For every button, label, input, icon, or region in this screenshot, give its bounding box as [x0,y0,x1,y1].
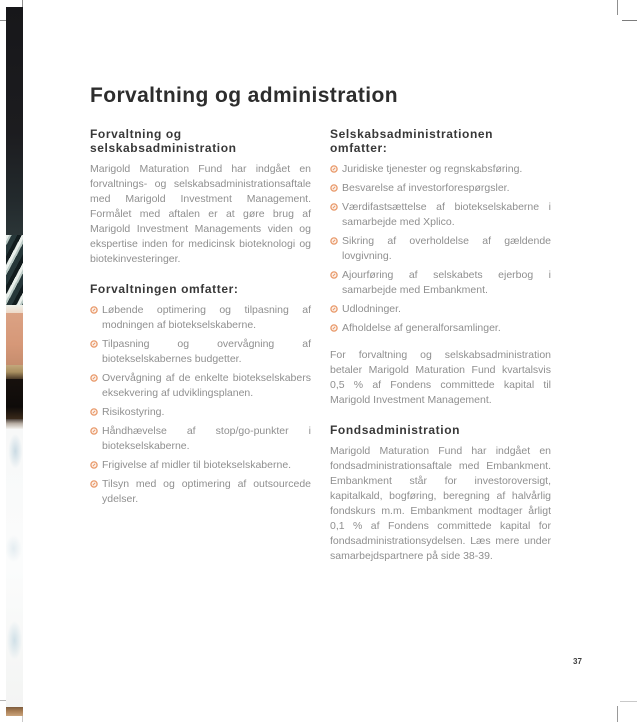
arrow-bullet-icon [330,184,338,192]
heading-fondsadministration: Fondsadministration [330,423,461,437]
heading-forvaltningen-omfatter: Forvaltningen omfatter: [90,282,239,296]
photo-band-skin [6,313,23,365]
list-item: Frigivelse af midler til biotekselskaberne. [90,458,311,473]
list-item: Overvågning af de enkelte biotekselskabers eksekvering af udviklingsplanen. [90,371,311,401]
bullet-list-forvaltningen [90,303,311,507]
list-item: Udlodninger. [330,302,551,317]
arrow-bullet-icon [90,427,98,435]
arrow-bullet-icon [90,340,98,348]
right-column [330,127,551,564]
photo-band-dark [6,7,23,235]
page-title: Forvaltning og administration [90,84,398,107]
list-item: Tilpasning og overvågning af biotekselskabernes budgetter. [90,337,311,367]
heading-selskabsadministrationen-omfatter: Selskabsadministrationen omfatter: [330,127,494,155]
crop-mark [617,0,618,15]
heading-forvaltning-og-selskabsadministration: Forvaltning og selskabsadministration [90,127,237,155]
crop-mark [617,706,618,722]
list-item: Løbende optimering og tilpasning af modningen af biotekselskaberne. [90,303,311,333]
photo-band-wood [6,707,23,716]
photo-band-pale-blue [6,429,23,707]
list-item: Værdifastsættelse af biotekselskaberne i samarbejde med Xplico. [330,200,551,230]
body-paragraph: Marigold Maturation Fund har indgået en forvaltnings- og selskabsadministrationsaftale med Marigold Investment Management. Formålet med aftalen er at gøre brug af Marigold Investment Managements viden og ekspertise inden for medicinsk bioteknologi og biotekinvesteringer. [90,163,311,265]
arrow-bullet-icon [330,165,338,173]
arrow-bullet-icon [90,480,98,488]
arrow-bullet-icon [90,461,98,469]
list-item: Tilsyn med og optimering af outsourcede ydelser. [90,477,311,507]
arrow-bullet-icon [330,324,338,332]
list-item: Håndhævelse af stop/go-punkter i biotekselskaberne. [90,424,311,454]
left-column [90,127,311,511]
arrow-bullet-icon [330,305,338,313]
list-item: Besvarelse af investorforespørgsler. [330,181,551,196]
list-item: Afholdelse af generalforsamlinger. [330,321,551,336]
photo-strip [6,7,23,716]
arrow-bullet-icon [90,306,98,314]
photo-band-tan [6,365,23,379]
photo-band-black [6,379,23,419]
fee-paragraph: For forvaltning og selskabsadministration betaler Marigold Maturation Fund kvartalsvis 0,5 % af Fondens committede kapital til Marigold Investment Management. [330,349,551,406]
list-item: Juridiske tjenester og regnskabsføring. [330,162,551,177]
list-item: Ajourføring af selskabets ejerbog i samarbejde med Embankment. [330,268,551,298]
arrow-bullet-icon [330,271,338,279]
list-item: Sikring af overholdelse af gældende lovgivning. [330,234,551,264]
list-item: Risikostyring. [90,405,311,420]
arrow-bullet-icon [90,408,98,416]
crop-mark [620,701,637,702]
crop-mark [622,20,637,21]
photo-band-fade [6,419,23,429]
photo-band-striped-fabric [6,235,23,305]
bullet-list-selskabsadministrationen [330,162,551,336]
body-paragraph: Marigold Maturation Fund har indgået en fondsadministrationsaftale med Embankment. Embankment står for investoroversigt, kapitalkald, bogføring, beregning af halvårlig fondskurs m.m. Embankment modtager årligt 0,1 % af Fondens committede kapital for fondsadministrationsydelsen. Læs mere under samarbejdspartnere på side 38-39. [330,445,551,562]
photo-band-light [6,305,23,313]
arrow-bullet-icon [90,374,98,382]
arrow-bullet-icon [330,237,338,245]
arrow-bullet-icon [330,203,338,211]
page-number: 37 [573,657,582,666]
